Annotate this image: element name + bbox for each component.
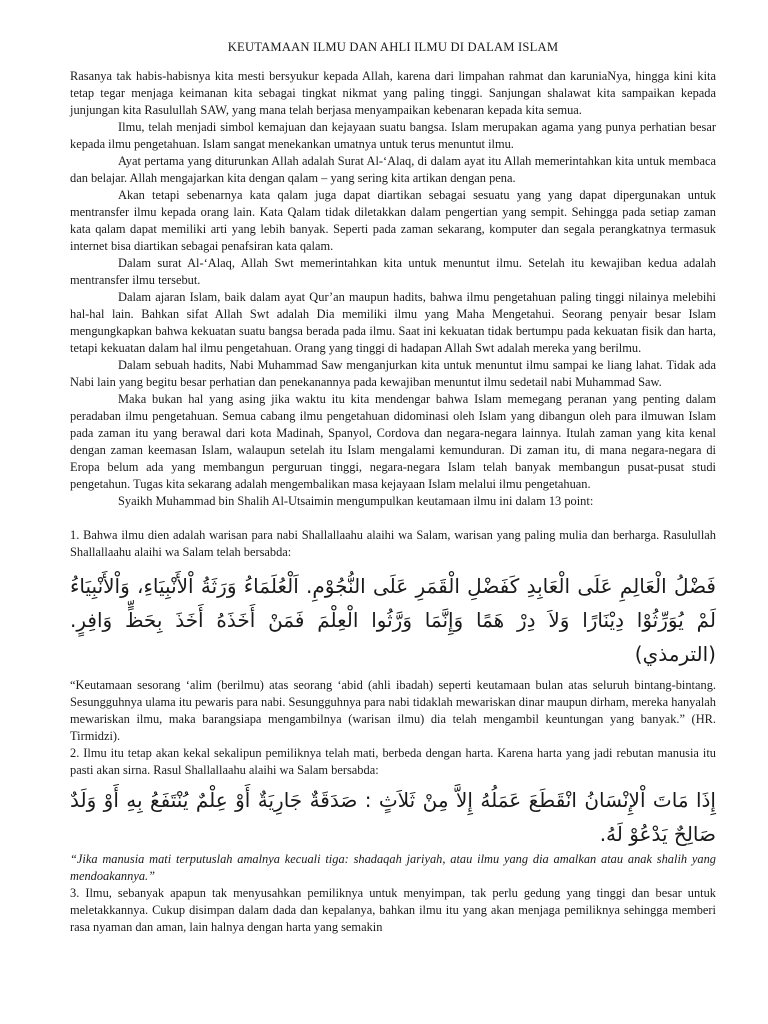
arabic-hadith-2: إِذَا مَاتَ اْلإِنْسَانُ انْقَطَعَ عَمَلُهُ إِلاَّ مِنْ ثَلاَثٍ : صَدَقَةٌ جَارِيَةٌ أَوْ عِلْمٌ يُنْتَفَعُ بِهِ أَوْ وَلَدٌ صَالِحٌ يَدْعُوْ لَهُ. [70,788,716,846]
paragraph-utsaimin: Syaikh Muhammad bin Shalih Al-Utsaimin mengumpulkan keutamaan ilmu ini dalam 13 point: [118,494,594,508]
point-3: 3. Ilmu, sebanyak apapun tak menyusahkan pemiliknya untuk menyimpan, tak perlu gedung yang tinggi dan besar untuk meletakkannya. Cukup disimpan dalam dada dan kepalanya, bahkan ilmu itu yang akan menjaga pemiliknya sehingga memberi rasa nyaman dan aman, lain halnya dengan harta yang semakin [70,886,716,934]
paragraph-peradaban: Maka bukan hal yang asing jika waktu itu kita mendengar bahwa Islam memegang peranan yang penting dalam peradaban ilmu pengetahuan. Semua cabang ilmu pengetahuan didominasi oleh Islam yang dibangun oleh para ilmuwan Islam pada zaman itu yang berawal dari kota Madinah, Spanyol, Cordova dan negara-negara lainnya. Itulah zaman yang kita kenal dengan zaman keemasan Islam, walaupun setelah itu Islam mengalami kemunduran. Di zaman itu, di mana negara-negara di Eropa belum ada yang membangun perguruan tinggi, negara-negara Islam telah banyak membangun pusat-pusat studi pengetahun. Tugas kita sekarang adalah mengembalikan masa kejayaan Islam melalui ilmu pengetahuan. [70,392,716,491]
document-title: KEUTAMAAN ILMU DAN AHLI ILMU DI DALAM ISLAM [227,40,559,54]
paragraph-qalam: Akan tetapi sebenarnya kata qalam juga dapat diartikan sebagai sesuatu yang yang dapat dipergunakan untuk mentransfer ilmu kepada orang lain. Kata Qalam tidak diletakkan dalam pengertian yang sempit. Sehingga pada setiap zaman kata qalam dapat memiliki arti yang lebih banyak. Seperti pada zaman sekarang, komputer dan segala perangkatnya termasuk internet bisa diartikan sebagai penafsiran kata qalam. [70,188,716,253]
paragraph-ilmu-simbol: Ilmu, telah menjadi simbol kemajuan dan kejayaan suatu bangsa. Islam merupakan agama yang punya perhatian besar kepada ilmu pengetahuan. Islam sangat menekankan umatnya untuk terus menuntut ilmu. [70,120,716,151]
point-2: 2. Ilmu itu tetap akan kekal sekalipun pemiliknya telah mati, berbeda dengan harta. Karena harta yang jadi rebutan manusia itu pasti akan sirna. Rasul Shallallaahu alaihi wa Salam bersabda: [70,746,716,777]
translation-2: “Jika manusia mati terputuslah amalnya kecuali tiga: shadaqah jariyah, atau ilmu yang dia amalkan atau anak shalih yang mendoakannya.” [70,852,716,883]
intro-paragraph: Rasanya tak habis-habisnya kita mesti bersyukur kepada Allah, karena dari limpahan rahmat dan karuniaNya, hingga kini kita tetap tegar menjaga keimanan kita sebagai tingkat nikmat yang paling tinggi. Sanjungan shalawat kita sampaikan kepada junjungan kita Rasulullah SAW, yang mana telah berjasa menyampaikan kebenaran kepada kita semua. [70,69,716,117]
point-1: 1. Bahwa ilmu dien adalah warisan para nabi Shallallaahu alaihi wa Salam, warisan yang paling mulia dan berharga. Rasulullah Shallallaahu alaihi wa Salam telah bersabda: [70,528,716,559]
paragraph-hadits: Dalam sebuah hadits, Nabi Muhammad Saw menganjurkan kita untuk menuntut ilmu sampai ke liang lahat. Tidak ada Nabi lain yang begitu besar perhatian dan penekanannya pada kewajiban menuntut ilmu sedetail nabi Muhammad Saw. [70,358,716,389]
paragraph-surat-al-alaq: Dalam surat Al-‘Alaq, Allah Swt memerintahkan kita untuk menuntut ilmu. Setelah itu kewajiban kedua adalah mentransfer ilmu tersebut. [70,256,716,287]
paragraph-ayat-pertama: Ayat pertama yang diturunkan Allah adalah Surat Al-‘Alaq, di dalam ayat itu Allah memerintahkan kita untuk membaca dan belajar. Allah mengajarkan kita dengan qalam – yang sering kita artikan dengan pena. [70,154,716,185]
translation-1: “Keutamaan sesorang ‘alim (berilmu) atas seorang ‘abid (ahli ibadah) seperti keutamaan bulan atas seluruh bintang-bintang. Sesungguhnya ulama itu pewaris para nabi. Sesungguhnya para nabi tidaklah mewariskan dinar maupun dirham, mereka hanyalah mewariskan ilmu, maka barangsiapa mengambilnya (warisan ilmu) dia telah mengambil keuntungan yang banyak.” (HR. Tirmidzi). [70,678,716,743]
arabic-hadith-1: فَضْلُ الْعَالِمِ عَلَى الْعَابِدِ كَفَضْلِ الْقَمَرِ عَلَى النُّجُوْمِ. اَلْعُلَمَاءُ وَرَثَةُ اْلأَنْبِيَاءِ، وَاْلأَنْبِيَاءُ لَمْ يُوَرِّثُوْا دِيْنَارًا وَلاَ دِرْ هَمًا وَإِنَّمَا وَرَّثُوا الْعِلْمَ فَمَنْ أَخَذَهُ أَخَذَ بِحَظٍّ وَافِرٍ. (الترمذي) [70,574,716,666]
paragraph-ajaran-islam: Dalam ajaran Islam, baik dalam ayat Qur’an maupun hadits, bahwa ilmu pengetahuan paling tinggi nilainya melebihi hal-hal lain. Bahkan sifat Allah Swt adalah Dia memiliki ilmu yang Maha Mengetahui. Seorang penyair besar Islam mengungkapkan bahwa kekuatan suatu bangsa berada pada ilmu. Saat ini kekuatan tidak bertumpu pada kekuatan fisik dan harta, tetapi kekuatan dalam hal ilmu pengetahuan. Orang yang tinggi di hadapan Allah Swt adalah mereka yang berilmu. [70,290,716,355]
spacer [70,510,716,527]
